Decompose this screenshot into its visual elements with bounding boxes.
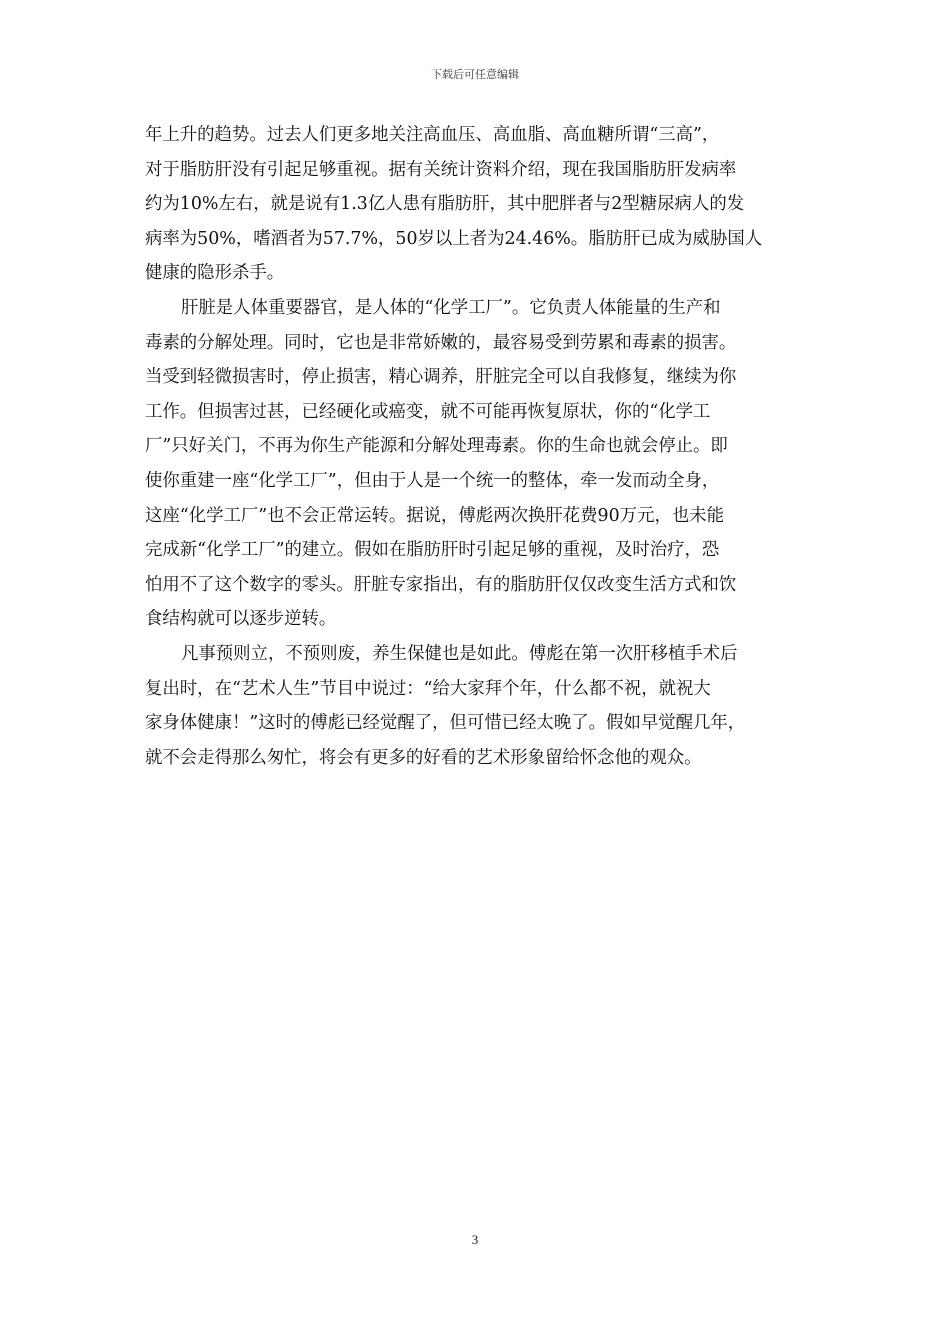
text-line: 完成新“化学工厂”的建立。假如在脂肪肝时引起足够的重视，及时治疗，恐 xyxy=(145,540,720,561)
text-line: 使你重建一座“化学工厂”，但由于人是一个统一的整体，牵一发而动全身， xyxy=(145,470,720,491)
text-line: 家身体健康！”这时的傅彪已经觉醒了，但可惜已经太晚了。假如早觉醒几年， xyxy=(145,713,746,734)
text-line: 复出时，在“艺术人生”节目中说过：“给大家拜个年，什么都不祝，就祝大 xyxy=(145,678,711,699)
page-number: 3 xyxy=(471,1232,479,1247)
text-line: 约为10%左右，就是说有1.3亿人患有脂肪肝，其中肥胖者与2型糖尿病人的发 xyxy=(145,194,745,215)
body-text xyxy=(145,118,807,775)
text-line: 病率为50%，嗜酒者为57.7%，50岁以上者为24.46%。脂肪肝已成为威胁国人 xyxy=(145,228,763,249)
text-line: 怕用不了这个数字的零头。肝脏专家指出，有的脂肪肝仅仅改变生活方式和饮 xyxy=(145,574,737,595)
text-line: 对于脂肪肝没有引起足够重视。据有关统计资料介绍，现在我国脂肪肝发病率 xyxy=(145,159,737,180)
text-line: 肝脏是人体重要器官，是人体的“化学工厂”。它负责人体能量的生产和 xyxy=(181,297,721,318)
text-line: 食结构就可以逐步逆转。 xyxy=(145,609,337,630)
text-line: 年上升的趋势。过去人们更多地关注高血压、高血脂、高血糖所谓“三高”， xyxy=(145,125,720,145)
text-line: 工作。但损害过甚，已经硬化或癌变，就不可能再恢复原状，你的“化学工 xyxy=(145,401,711,422)
text-line: 健康的隐形杀手。 xyxy=(145,263,285,284)
paragraph-2 xyxy=(145,291,807,637)
text-line: 厂”只好关门，不再为你生产能源和分解处理毒素。你的生命也就会停止。即 xyxy=(145,436,728,457)
paragraph-3 xyxy=(145,637,807,775)
text-line: 这座“化学工厂”也不会正常运转。据说，傅彪两次换肝花费90万元，也未能 xyxy=(145,505,725,526)
text-line: 凡事预则立，不预则废，养生保健也是如此。傅彪在第一次肝移植手术后 xyxy=(181,643,738,664)
text-line: 就不会走得那么匆忙，将会有更多的好看的艺术形象留给怀念他的观众。 xyxy=(145,747,702,768)
text-line: 当受到轻微损害时，停止损害，精心调养，肝脏完全可以自我修复，继续为你 xyxy=(145,367,737,388)
text-line: 毒素的分解处理。同时，它也是非常娇嫩的，最容易受到劳累和毒素的损害。 xyxy=(145,332,737,353)
paragraph-1 xyxy=(145,118,807,291)
page-header: 下载后可任意编辑 xyxy=(431,68,519,81)
